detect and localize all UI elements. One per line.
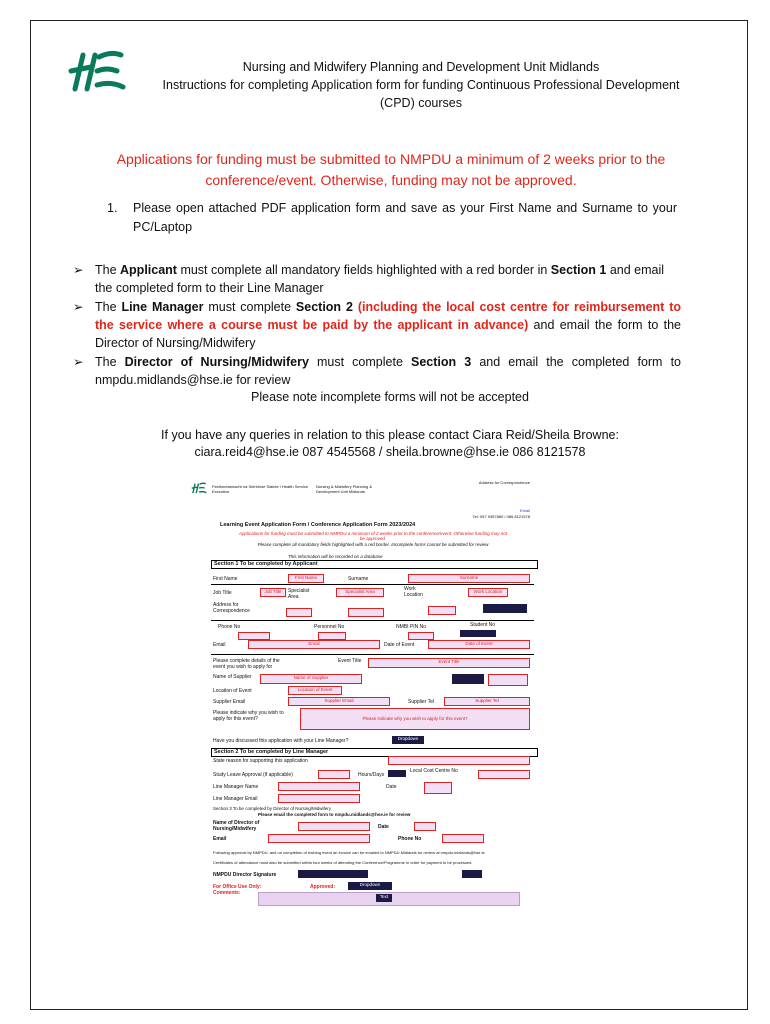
form-title: Learning Event Application Form / Conference Application Form 2023/2024 [220, 522, 416, 528]
label-approved: Approved: [310, 884, 335, 890]
label-study-leave: Study Leave Approval (if applicable) [213, 772, 293, 778]
label-address: Address for Correspondence [213, 602, 250, 614]
cost-centre-field[interactable] [478, 770, 530, 779]
label-event-details: Please complete details of the event you wish to apply for [213, 658, 280, 670]
label-personnel: Personnel No [314, 624, 345, 630]
form-section-2-header: Section 2 To be completed by Line Manager [211, 748, 538, 757]
form-hse-name: Feidhmeannacht na Seirbhíse Sláinte / Health Service Executive [212, 484, 309, 494]
date-event-field[interactable]: Date of Event [428, 640, 530, 649]
label-don-name: Name of Director of Nursing/Midwifery [213, 820, 260, 832]
form-tel: Tel: 057 9357880 / 086 8121578 [472, 514, 530, 519]
email-field[interactable]: Email [248, 640, 380, 649]
funding-notice [71, 149, 711, 191]
eircode-field[interactable] [483, 604, 527, 613]
surname-field[interactable]: Surname [408, 574, 530, 583]
label-student: Student No [470, 622, 496, 628]
label-discussed: Have you discussed this application with your Line Manager? [213, 738, 349, 744]
label-lm-email: Line Manager Email [213, 796, 258, 802]
arrow-bullet-icon: ➢ [73, 300, 84, 314]
funding-notice-line-1: Applications for funding must be submitted to NMPDU a minimum of 2 weeks prior to the [116, 151, 666, 167]
form-footer-note: Following approval by NMPDU, and on completion of training event an invoice can be emailed to NMPDU Midlands for review at nmpdu.midlands@hse.ie [213, 850, 485, 855]
label-supplier-name: Name of Supplier [213, 674, 252, 680]
contact-line-2: ciara.reid4@hse.ie 087 4545568 / sheila.browne@hse.ie 086 8121578 [194, 445, 586, 459]
don-email-field[interactable] [268, 834, 370, 843]
work-location-select[interactable]: Work Location [468, 588, 508, 597]
bullet-applicant: ➢ The Applicant must complete all mandatory fields highlighted with a red border in Section 1 and email the completed form to their Line Manager [73, 263, 665, 295]
document-page [30, 20, 748, 1010]
form-address: Address for Correspondence [478, 480, 530, 485]
hours-field[interactable] [388, 770, 406, 777]
currency-button[interactable] [452, 674, 484, 684]
step-number: 1. [107, 201, 118, 215]
label-first-name: First Name [213, 576, 238, 582]
label-email: Email [213, 642, 226, 648]
study-leave-select[interactable] [318, 770, 350, 779]
address-line-3[interactable] [428, 606, 456, 615]
event-title-field[interactable]: Event Title [368, 658, 530, 668]
label-hours: Hours/Days [358, 772, 385, 778]
divider [211, 654, 534, 655]
student-field[interactable] [460, 630, 496, 637]
arrow-bullet-icon: ➢ [73, 355, 84, 369]
lm-email-field[interactable] [278, 794, 360, 803]
label-phone: Phone No [218, 624, 241, 630]
form-section-3-note: Please email the completed form to nmpdu.midlands@hse.ie for review [258, 812, 411, 817]
lm-signature-field[interactable] [278, 782, 360, 791]
don-signature-field[interactable] [298, 822, 370, 831]
phone-field[interactable] [238, 632, 270, 640]
application-form-preview [188, 478, 533, 908]
personnel-field[interactable] [318, 632, 346, 640]
form-database-note: This information will be recorded on a database [288, 554, 383, 559]
funding-notice-line-2: conference/event. Otherwise, funding may not be approved. [205, 172, 577, 188]
label-don-email: Email [213, 836, 227, 842]
label-lm-name: Line Manager Name [213, 784, 259, 790]
lm-date-field[interactable] [424, 782, 452, 794]
label-work-location: Work Location [404, 586, 423, 598]
don-phone-field[interactable] [442, 834, 484, 843]
label-nmpdu-signature: NMPDU Director Signature [213, 872, 277, 878]
address-line-2[interactable] [348, 608, 384, 617]
header-line-3: (CPD) courses [380, 96, 462, 110]
form-warning: Applications for funding must be submitted to NMPDU a minimum of 2 weeks prior to the conference/event. Otherwise funding may not be approved. [238, 531, 508, 541]
form-unit-name: Nursing & Midwifery Planning & Development Unit Midlands [316, 484, 373, 494]
step-text: Please open attached PDF application form and save as your First Name and Surname to your PC/Laptop [133, 201, 677, 234]
divider [211, 584, 534, 585]
why-field[interactable]: Please indicate why you wish to apply for this event? [300, 708, 530, 730]
instruction-bullets [71, 261, 681, 390]
label-specialist-area: Specialist Area [288, 588, 310, 600]
label-date: Date [386, 784, 397, 790]
label-date-event: Date of Event [384, 642, 415, 648]
job-title-field[interactable]: Job Title [260, 588, 286, 597]
bullet-director: ➢ The Director of Nursing/Midwifery must complete Section 3 and email the completed form to nmpdu.midlands@hse.ie for review [73, 355, 681, 387]
label-don-phone: Phone No [398, 836, 422, 842]
form-section-3-header: Section 3 To be completed by Director of Nursing/Midwifery [213, 806, 331, 811]
bullet-line-manager: ➢ The Line Manager must complete Section 2 (including the local cost centre for reimbursement to the service where a course must be paid by the applicant in advance) and email the form to the Director of Nursing/Midwifery [73, 300, 682, 350]
divider [211, 620, 534, 621]
nmpdu-date-field[interactable] [462, 870, 482, 878]
state-reason-field[interactable] [388, 756, 530, 765]
approved-dropdown[interactable]: Dropdown [348, 882, 392, 890]
supplier-name-field[interactable]: Name of Supplier [260, 674, 362, 684]
form-mandatory-note: Please complete all mandatory fields highlighted with a red border. Incomplete forms cannot be submitted for review [257, 542, 489, 547]
header-line-1: Nursing and Midwifery Planning and Development Unit Midlands [242, 60, 600, 74]
label-event-title: Event Title [338, 658, 362, 664]
label-don-date: Date [378, 824, 389, 830]
form-section-1-header: Section 1 To be completed by Applicant [211, 560, 538, 569]
label-location: Location of Event [213, 688, 252, 694]
label-cost-centre: Local Cost Centre No [410, 768, 458, 774]
form-hse-logo [190, 482, 208, 496]
label-supplier-tel: Supplier Tel [408, 699, 435, 705]
label-surname: Surname [348, 576, 369, 582]
form-certificate-note: Certificates of attendance must also be submitted within four weeks of attending the Conference/Programme in order for payment to be processed. [213, 860, 473, 865]
form-email: Email [519, 508, 530, 513]
label-nmbi: NMBI PIN No [396, 624, 427, 630]
discussed-dropdown[interactable]: Dropdown [392, 736, 424, 744]
don-date-field[interactable] [414, 822, 436, 831]
hse-logo [67, 49, 127, 99]
comments-text-button[interactable]: Text [376, 894, 392, 902]
label-supplier-email: Supplier Email [213, 699, 246, 705]
incomplete-forms-note: Please note incomplete forms will not be accepted [251, 390, 529, 404]
label-job-title: Job Title [213, 590, 232, 596]
supplier-email-field[interactable]: Supplier Email [288, 697, 390, 706]
nmpdu-signature-field[interactable] [298, 870, 368, 878]
location-field[interactable]: Location of Event [288, 686, 342, 695]
arrow-bullet-icon: ➢ [73, 263, 84, 277]
label-why: Please indicate why you wish to apply for this event? [213, 710, 284, 722]
header-line-2: Instructions for completing Application form for funding Continuous Professional Development [162, 78, 680, 92]
first-name-field[interactable]: First Name [288, 574, 324, 583]
specialist-area-select[interactable]: Specialist Area [336, 588, 384, 597]
supplier-tel-field[interactable]: Supplier Tel [444, 697, 530, 706]
label-comments: Comments: [213, 890, 241, 896]
contact-line-1: If you have any queries in relation to this please contact Ciara Reid/Sheila Browne: [161, 428, 619, 442]
nmbi-field[interactable] [408, 632, 434, 640]
amount-field[interactable] [488, 674, 528, 686]
address-line-1[interactable] [286, 608, 312, 617]
instruction-step-1 [107, 199, 677, 237]
label-office-use: For Office Use Only: [213, 884, 262, 890]
label-state-reason: State reason for supporting this application [213, 758, 308, 764]
